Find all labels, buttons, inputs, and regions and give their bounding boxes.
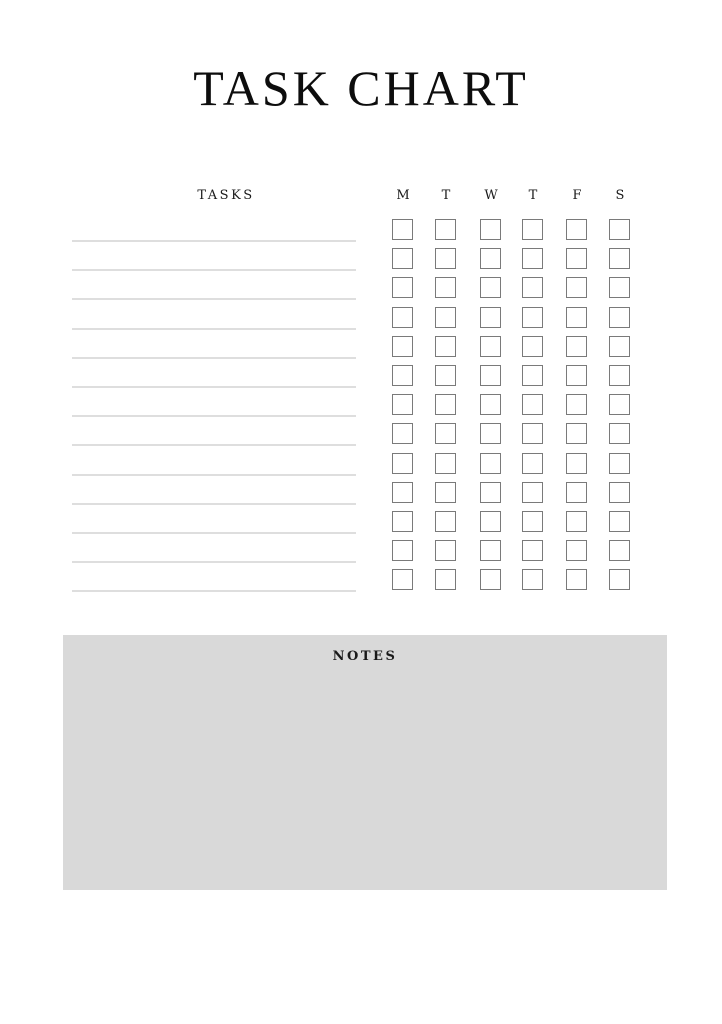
checkbox-row-9-saturday[interactable] [609, 453, 630, 474]
checkbox-row-6-friday[interactable] [566, 365, 587, 386]
checkbox-row-1-tuesday[interactable] [435, 219, 456, 240]
task-line-9[interactable] [72, 474, 356, 476]
checkbox-row-13-thursday[interactable] [522, 569, 543, 590]
checkbox-row-2-saturday[interactable] [609, 248, 630, 269]
task-line-3[interactable] [72, 298, 356, 300]
day-header-saturday: S [615, 188, 625, 203]
checkbox-row-3-tuesday[interactable] [435, 277, 456, 298]
checkbox-row-4-tuesday[interactable] [435, 307, 456, 328]
day-header-thursday: T [528, 188, 538, 203]
checkbox-row-1-saturday[interactable] [609, 219, 630, 240]
notes-input[interactable] [79, 679, 655, 879]
checkbox-row-4-saturday[interactable] [609, 307, 630, 328]
checkbox-row-3-thursday[interactable] [522, 277, 543, 298]
checkbox-row-13-tuesday[interactable] [435, 569, 456, 590]
checkbox-row-2-friday[interactable] [566, 248, 587, 269]
notes-header: NOTES [332, 649, 398, 664]
checkbox-row-3-monday[interactable] [392, 277, 413, 298]
checkbox-row-8-tuesday[interactable] [435, 423, 456, 444]
checkbox-row-4-friday[interactable] [566, 307, 587, 328]
checkbox-row-13-wednesday[interactable] [480, 569, 501, 590]
checkbox-row-12-friday[interactable] [566, 540, 587, 561]
checkbox-row-6-saturday[interactable] [609, 365, 630, 386]
checkbox-row-6-wednesday[interactable] [480, 365, 501, 386]
checkbox-row-9-tuesday[interactable] [435, 453, 456, 474]
checkbox-row-2-tuesday[interactable] [435, 248, 456, 269]
task-line-11[interactable] [72, 532, 356, 534]
checkbox-row-2-monday[interactable] [392, 248, 413, 269]
checkbox-row-6-tuesday[interactable] [435, 365, 456, 386]
checkbox-row-5-wednesday[interactable] [480, 336, 501, 357]
checkbox-row-8-friday[interactable] [566, 423, 587, 444]
day-header-tuesday: T [441, 188, 451, 203]
checkbox-row-7-friday[interactable] [566, 394, 587, 415]
checkbox-row-11-thursday[interactable] [522, 511, 543, 532]
checkbox-row-5-monday[interactable] [392, 336, 413, 357]
checkbox-row-5-saturday[interactable] [609, 336, 630, 357]
task-line-10[interactable] [72, 503, 356, 505]
checkbox-row-7-wednesday[interactable] [480, 394, 501, 415]
checkbox-row-9-monday[interactable] [392, 453, 413, 474]
checkbox-row-8-wednesday[interactable] [480, 423, 501, 444]
checkbox-row-10-tuesday[interactable] [435, 482, 456, 503]
checkbox-row-1-monday[interactable] [392, 219, 413, 240]
checkbox-row-9-wednesday[interactable] [480, 453, 501, 474]
checkbox-row-2-wednesday[interactable] [480, 248, 501, 269]
checkbox-row-1-friday[interactable] [566, 219, 587, 240]
task-line-1[interactable] [72, 240, 356, 242]
checkbox-row-6-monday[interactable] [392, 365, 413, 386]
checkbox-row-11-monday[interactable] [392, 511, 413, 532]
checkbox-row-5-friday[interactable] [566, 336, 587, 357]
checkbox-row-12-thursday[interactable] [522, 540, 543, 561]
checkbox-row-13-friday[interactable] [566, 569, 587, 590]
notes-panel [63, 635, 667, 890]
checkbox-row-9-thursday[interactable] [522, 453, 543, 474]
checkbox-row-12-tuesday[interactable] [435, 540, 456, 561]
task-line-7[interactable] [72, 415, 356, 417]
checkbox-row-3-saturday[interactable] [609, 277, 630, 298]
day-header-monday: M [396, 188, 410, 203]
checkbox-row-4-monday[interactable] [392, 307, 413, 328]
checkbox-row-11-saturday[interactable] [609, 511, 630, 532]
task-line-13[interactable] [72, 590, 356, 592]
checkbox-row-10-monday[interactable] [392, 482, 413, 503]
checkbox-row-12-monday[interactable] [392, 540, 413, 561]
checkbox-row-13-saturday[interactable] [609, 569, 630, 590]
day-header-friday: F [572, 188, 582, 203]
checkbox-row-9-friday[interactable] [566, 453, 587, 474]
checkbox-row-8-monday[interactable] [392, 423, 413, 444]
checkbox-row-1-wednesday[interactable] [480, 219, 501, 240]
task-line-6[interactable] [72, 386, 356, 388]
checkbox-row-7-saturday[interactable] [609, 394, 630, 415]
checkbox-row-11-wednesday[interactable] [480, 511, 501, 532]
checkbox-row-11-tuesday[interactable] [435, 511, 456, 532]
tasks-column-header: TASKS [197, 188, 255, 203]
checkbox-row-11-friday[interactable] [566, 511, 587, 532]
checkbox-row-6-thursday[interactable] [522, 365, 543, 386]
checkbox-row-10-thursday[interactable] [522, 482, 543, 503]
task-line-2[interactable] [72, 269, 356, 271]
checkbox-row-12-wednesday[interactable] [480, 540, 501, 561]
checkbox-row-7-thursday[interactable] [522, 394, 543, 415]
checkbox-row-7-monday[interactable] [392, 394, 413, 415]
checkbox-row-8-saturday[interactable] [609, 423, 630, 444]
checkbox-row-3-wednesday[interactable] [480, 277, 501, 298]
task-line-4[interactable] [72, 328, 356, 330]
checkbox-row-10-saturday[interactable] [609, 482, 630, 503]
checkbox-row-2-thursday[interactable] [522, 248, 543, 269]
checkbox-row-8-thursday[interactable] [522, 423, 543, 444]
checkbox-row-5-thursday[interactable] [522, 336, 543, 357]
checkbox-row-4-wednesday[interactable] [480, 307, 501, 328]
checkbox-row-4-thursday[interactable] [522, 307, 543, 328]
task-line-8[interactable] [72, 444, 356, 446]
checkbox-row-1-thursday[interactable] [522, 219, 543, 240]
task-line-12[interactable] [72, 561, 356, 563]
checkbox-row-5-tuesday[interactable] [435, 336, 456, 357]
page-title: TASK CHART [193, 60, 529, 116]
checkbox-row-12-saturday[interactable] [609, 540, 630, 561]
checkbox-row-13-monday[interactable] [392, 569, 413, 590]
checkbox-row-10-wednesday[interactable] [480, 482, 501, 503]
checkbox-row-3-friday[interactable] [566, 277, 587, 298]
day-header-wednesday: W [484, 188, 498, 203]
task-line-5[interactable] [72, 357, 356, 359]
checkbox-row-7-tuesday[interactable] [435, 394, 456, 415]
checkbox-row-10-friday[interactable] [566, 482, 587, 503]
